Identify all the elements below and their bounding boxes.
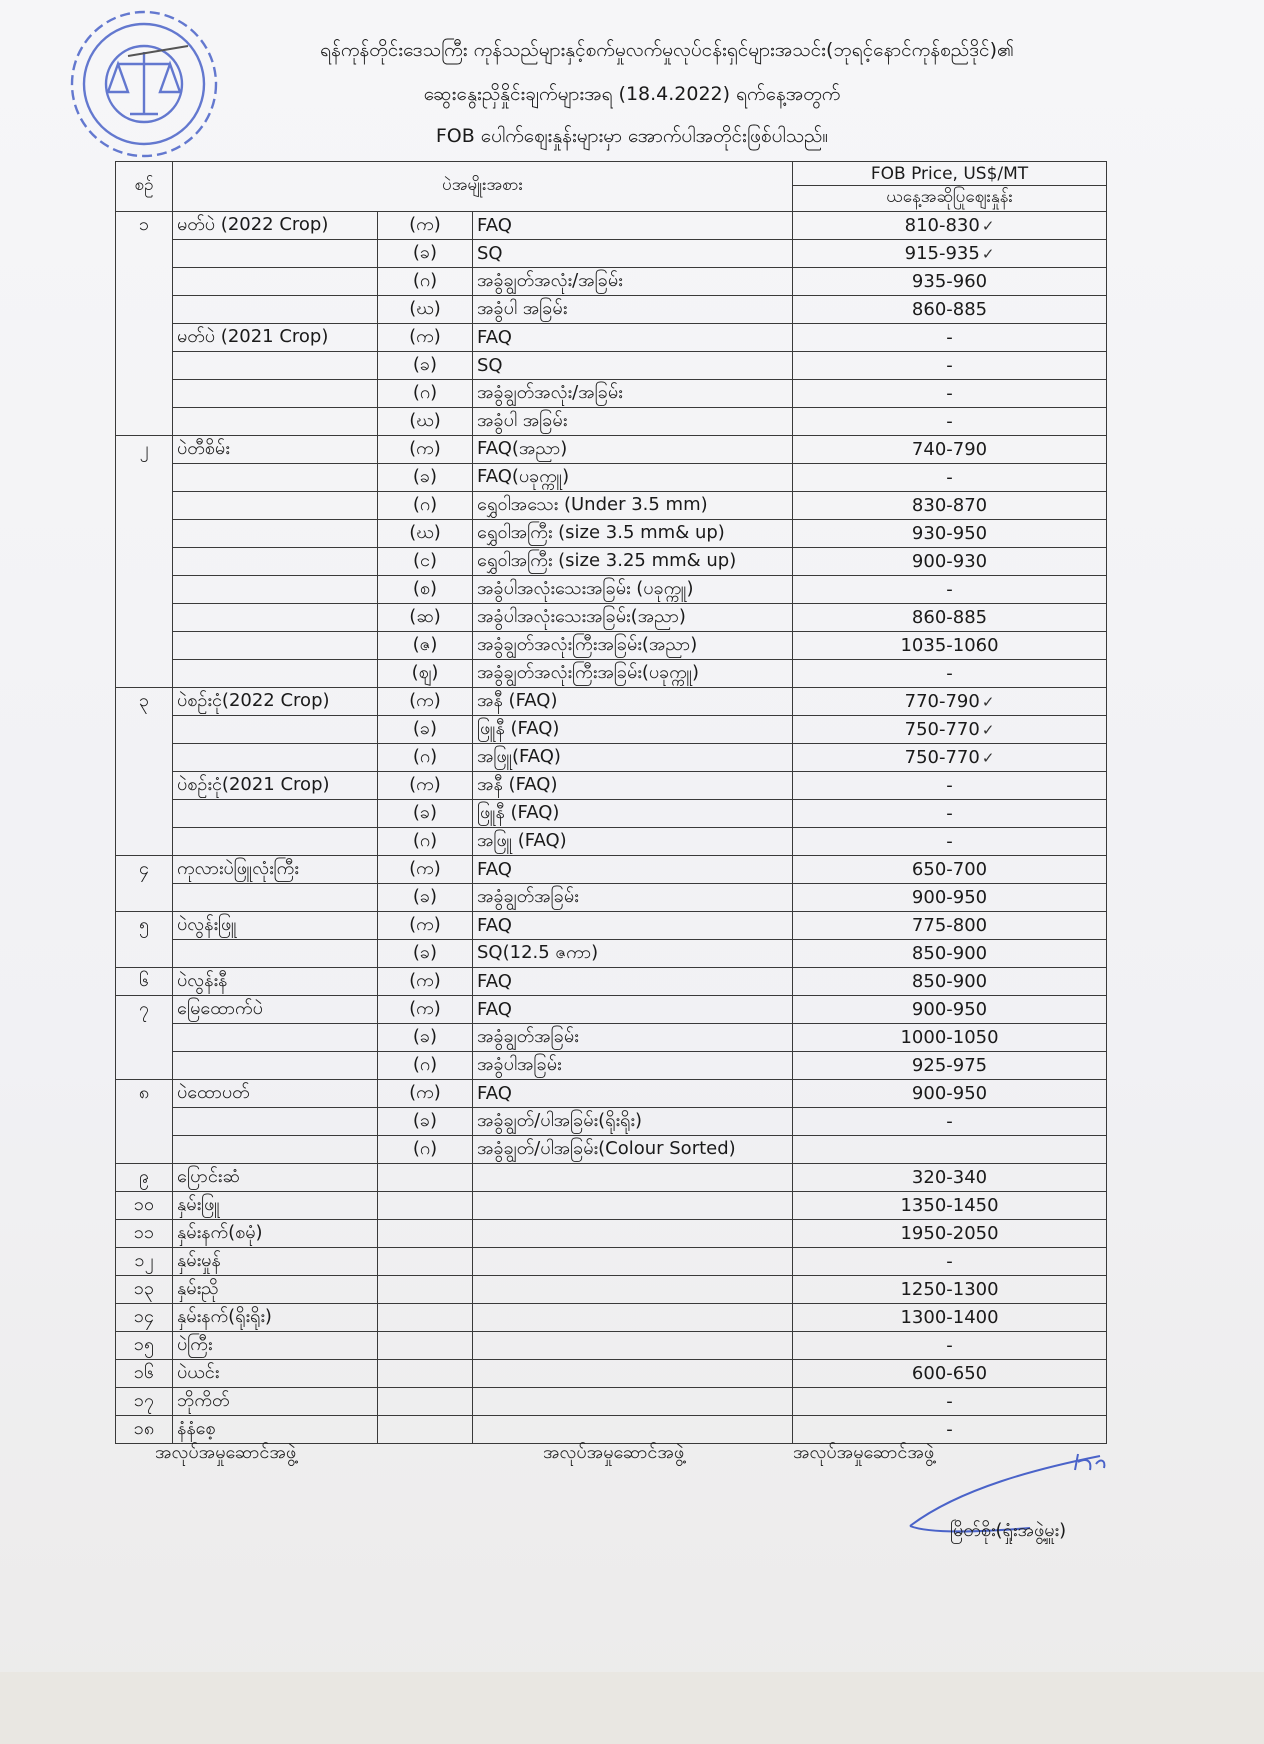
row-sub-label: (က) (378, 856, 473, 884)
row-number: ၁၈ (116, 1416, 173, 1444)
row-grade (473, 1360, 793, 1388)
row-sub-label (378, 1276, 473, 1304)
row-price: - (793, 408, 1107, 436)
row-price: 850-900 (793, 968, 1107, 996)
row-price: - (793, 464, 1107, 492)
row-sub-label: (က) (378, 912, 473, 940)
row-sub-label: (င) (378, 548, 473, 576)
row-price: 830-870 (793, 492, 1107, 520)
row-sub-label: (ခ) (378, 800, 473, 828)
row-sub-label: (ဂ) (378, 828, 473, 856)
row-sub-label: (က) (378, 212, 473, 240)
row-number: ၁၁ (116, 1220, 173, 1248)
column-header-number: စဥ် (116, 162, 173, 212)
checkmark-icon: ✓ (981, 749, 995, 767)
fob-price-table (115, 161, 1107, 1444)
row-grade: SQ (473, 352, 793, 380)
row-commodity-name: နှမ်းနက်(ရိုးရိုး) (173, 1304, 378, 1332)
row-price: 750-770 ✓ (793, 716, 1107, 744)
row-sub-label (378, 1304, 473, 1332)
signature-label-committee-3: အလုပ်အမှုဆောင်အဖွဲ့ (793, 1442, 935, 1463)
row-commodity-name: ပဲကြီး (173, 1332, 378, 1360)
row-grade: အခွံချွတ်အလုံး/အခြမ်း (473, 268, 793, 296)
table-row (116, 1360, 1107, 1388)
row-commodity-name (173, 800, 378, 828)
row-number (116, 828, 173, 856)
row-commodity-name (173, 716, 378, 744)
row-commodity-name (173, 660, 378, 688)
row-price: 1250-1300 (793, 1276, 1107, 1304)
row-commodity-name: မတ်ပဲ (2022 Crop) (173, 212, 378, 240)
row-number: ၁၂ (116, 1248, 173, 1276)
row-commodity-name (173, 548, 378, 576)
row-grade: FAQ (473, 996, 793, 1024)
row-grade (473, 1164, 793, 1192)
row-grade: FAQ (473, 1080, 793, 1108)
row-grade: အခွံချွတ်/ပါအခြမ်း(Colour Sorted) (473, 1136, 793, 1164)
table-row (116, 716, 1107, 744)
row-grade: အဖြူ(FAQ) (473, 744, 793, 772)
table-row (116, 884, 1107, 912)
row-number (116, 352, 173, 380)
row-sub-label: (ခ) (378, 716, 473, 744)
row-number: ၉ (116, 1164, 173, 1192)
row-number: ၇ (116, 996, 173, 1024)
row-price: - (793, 352, 1107, 380)
checkmark-icon: ✓ (981, 693, 995, 711)
signature-label-committee-1: အလုပ်အမှုဆောင်အဖွဲ့ (155, 1442, 297, 1463)
row-sub-label: (ဃ) (378, 408, 473, 436)
row-number (116, 772, 173, 800)
row-grade: အခွံချွတ်အခြမ်း (473, 884, 793, 912)
table-row (116, 296, 1107, 324)
row-grade: ဖြူနီ (FAQ) (473, 800, 793, 828)
row-price: - (793, 828, 1107, 856)
table-row (116, 380, 1107, 408)
row-price: - (793, 576, 1107, 604)
row-number: ၅ (116, 912, 173, 940)
row-sub-label: (ခ) (378, 1024, 473, 1052)
table-row (116, 408, 1107, 436)
row-commodity-name: ပဲယင်း (173, 1360, 378, 1388)
row-number (116, 324, 173, 352)
table-row (116, 800, 1107, 828)
row-sub-label: (ဈ) (378, 660, 473, 688)
row-commodity-name (173, 1052, 378, 1080)
row-grade: အခွံချွတ်အလုံး/အခြမ်း (473, 380, 793, 408)
row-number: ၁၃ (116, 1276, 173, 1304)
table-row (116, 856, 1107, 884)
row-commodity-name: ပြောင်းဆံ (173, 1164, 378, 1192)
row-sub-label (378, 1192, 473, 1220)
row-grade: FAQ (473, 912, 793, 940)
row-commodity-name: ပဲလွန်းနီ (173, 968, 378, 996)
row-commodity-name: နှမ်းနက်(စမုံ) (173, 1220, 378, 1248)
row-grade: ရွှေဝါအသေး (Under 3.5 mm) (473, 492, 793, 520)
row-sub-label: (ဂ) (378, 492, 473, 520)
row-price: 915-935 ✓ (793, 240, 1107, 268)
row-price: 925-975 (793, 1052, 1107, 1080)
table-row (116, 968, 1107, 996)
row-number: ၂ (116, 436, 173, 464)
row-grade: အဖြူ (FAQ) (473, 828, 793, 856)
row-number: ၄ (116, 856, 173, 884)
table-row (116, 912, 1107, 940)
header-title-line-1: ရန်ကုန်တိုင်းဒေသကြီး ကုန်သည်များနှင့်စက်မှုလက်မှုလုပ်ငန်းရှင်များအသင်း(ဘုရင့်နောင်ကုန်စည်ဒိုင်)၏ (320, 39, 1014, 61)
row-number (116, 800, 173, 828)
row-grade: အခွံချွတ်အလုံးကြီးအခြမ်း(ပခုက္ကူ) (473, 660, 793, 688)
row-grade (473, 1192, 793, 1220)
row-commodity-name (173, 632, 378, 660)
checkmark-icon: ✓ (981, 217, 995, 235)
table-row (116, 464, 1107, 492)
row-grade: FAQ(ပခုက္ကူ) (473, 464, 793, 492)
row-grade (473, 1332, 793, 1360)
column-header-proposed-price: ယနေ့အဆိုပြုဈေးနှုန်း (793, 186, 1107, 212)
row-sub-label: (ခ) (378, 884, 473, 912)
row-price: 740-790 (793, 436, 1107, 464)
scan-bottom-edge (0, 1672, 1264, 1744)
row-commodity-name: နှမ်းမှုန် (173, 1248, 378, 1276)
row-sub-label: (ဃ) (378, 520, 473, 548)
row-number: ၁၆ (116, 1360, 173, 1388)
row-price: 860-885 (793, 296, 1107, 324)
row-sub-label (378, 1332, 473, 1360)
row-commodity-name: ပဲတီစိမ်း (173, 436, 378, 464)
row-commodity-name: နံနံစေ့ (173, 1416, 378, 1444)
row-sub-label: (ခ) (378, 1108, 473, 1136)
row-grade: အခွံပါ အခြမ်း (473, 296, 793, 324)
row-number (116, 408, 173, 436)
row-number: ၁ (116, 212, 173, 240)
row-sub-label (378, 1164, 473, 1192)
row-grade (473, 1220, 793, 1248)
row-sub-label: (ဃ) (378, 296, 473, 324)
row-sub-label (378, 1220, 473, 1248)
row-price: 1950-2050 (793, 1220, 1107, 1248)
row-commodity-name: ပဲထောပတ် (173, 1080, 378, 1108)
row-number (116, 1108, 173, 1136)
row-number (116, 1024, 173, 1052)
row-commodity-name: ပဲလွန်းဖြူ (173, 912, 378, 940)
row-grade: အခွံပါအလုံးသေးအခြမ်း(အညာ) (473, 604, 793, 632)
row-grade (473, 1248, 793, 1276)
row-number (116, 380, 173, 408)
table-row (116, 1220, 1107, 1248)
row-grade: ရွှေဝါအကြီး (size 3.25 mm& up) (473, 548, 793, 576)
row-price: - (793, 660, 1107, 688)
row-grade: FAQ (473, 856, 793, 884)
table-row (116, 436, 1107, 464)
table-row (116, 492, 1107, 520)
row-commodity-name (173, 604, 378, 632)
row-sub-label: (က) (378, 688, 473, 716)
row-number (116, 548, 173, 576)
row-grade: SQ(12.5 ဇကာ) (473, 940, 793, 968)
table-row (116, 1332, 1107, 1360)
table-row (116, 1304, 1107, 1332)
row-price (793, 1136, 1107, 1164)
table-row (116, 1024, 1107, 1052)
row-number: ၁၇ (116, 1388, 173, 1416)
column-header-price: FOB Price, US$/MT (793, 162, 1107, 186)
row-grade: FAQ(အညာ) (473, 436, 793, 464)
table-row (116, 1136, 1107, 1164)
row-grade: အနီ (FAQ) (473, 772, 793, 800)
row-sub-label: (ခ) (378, 352, 473, 380)
header-title-line-2: ဆွေးနွေးညှိနှိုင်းချက်များအရ (18.4.2022) ရက်နေ့အတွက် (423, 83, 841, 105)
table-row (116, 1388, 1107, 1416)
table-row (116, 548, 1107, 576)
row-grade: အခွံချွတ်အခြမ်း (473, 1024, 793, 1052)
row-grade: အနီ (FAQ) (473, 688, 793, 716)
row-commodity-name: ဘိုကိတ် (173, 1388, 378, 1416)
table-row (116, 520, 1107, 548)
row-commodity-name (173, 744, 378, 772)
row-number (116, 604, 173, 632)
row-sub-label: (ဂ) (378, 744, 473, 772)
row-grade: SQ (473, 240, 793, 268)
row-sub-label: (က) (378, 324, 473, 352)
table-row (116, 1108, 1107, 1136)
table-row (116, 632, 1107, 660)
table-row (116, 240, 1107, 268)
row-sub-label: (က) (378, 996, 473, 1024)
row-commodity-name: နှမ်းဖြူ (173, 1192, 378, 1220)
row-commodity-name (173, 828, 378, 856)
row-commodity-name (173, 520, 378, 548)
table-row (116, 940, 1107, 968)
row-price: - (793, 1108, 1107, 1136)
row-price: - (793, 1388, 1107, 1416)
row-commodity-name (173, 1136, 378, 1164)
row-price: 320-340 (793, 1164, 1107, 1192)
row-number (116, 520, 173, 548)
row-grade: ဖြူနီ (FAQ) (473, 716, 793, 744)
row-price: 650-700 (793, 856, 1107, 884)
row-sub-label: (ဂ) (378, 268, 473, 296)
row-commodity-name (173, 1108, 378, 1136)
row-commodity-name: နှမ်းညို (173, 1276, 378, 1304)
row-commodity-name (173, 464, 378, 492)
table-row (116, 744, 1107, 772)
row-sub-label: (က) (378, 1080, 473, 1108)
row-sub-label: (ဂ) (378, 1052, 473, 1080)
row-grade: FAQ (473, 324, 793, 352)
row-grade (473, 1388, 793, 1416)
row-number: ၃ (116, 688, 173, 716)
row-commodity-name (173, 408, 378, 436)
table-row (116, 576, 1107, 604)
table-row (116, 772, 1107, 800)
row-grade: ရွှေဝါအကြီး (size 3.5 mm& up) (473, 520, 793, 548)
row-commodity-name: မြေထောက်ပဲ (173, 996, 378, 1024)
row-number (116, 660, 173, 688)
row-grade: FAQ (473, 968, 793, 996)
row-price: 1035-1060 (793, 632, 1107, 660)
row-price: 935-960 (793, 268, 1107, 296)
row-price: - (793, 772, 1107, 800)
row-sub-label: (ခ) (378, 940, 473, 968)
signature-label-committee-2: အလုပ်အမှုဆောင်အဖွဲ့ (543, 1442, 685, 1463)
row-commodity-name (173, 1024, 378, 1052)
row-sub-label (378, 1248, 473, 1276)
row-price: 900-950 (793, 996, 1107, 1024)
row-number (116, 464, 173, 492)
row-price: 1000-1050 (793, 1024, 1107, 1052)
row-price: - (793, 1332, 1107, 1360)
row-price: 750-770 ✓ (793, 744, 1107, 772)
row-commodity-name (173, 268, 378, 296)
row-sub-label: (ခ) (378, 464, 473, 492)
row-price: - (793, 1416, 1107, 1444)
row-sub-label: (ဂ) (378, 380, 473, 408)
row-number: ၆ (116, 968, 173, 996)
table-row (116, 660, 1107, 688)
row-price: - (793, 1248, 1107, 1276)
row-commodity-name: မတ်ပဲ (2021 Crop) (173, 324, 378, 352)
row-grade (473, 1304, 793, 1332)
row-sub-label: (က) (378, 772, 473, 800)
row-commodity-name (173, 352, 378, 380)
row-number (116, 492, 173, 520)
row-commodity-name (173, 296, 378, 324)
row-grade: အခွံပါအခြမ်း (473, 1052, 793, 1080)
row-number: ၁၀ (116, 1192, 173, 1220)
table-row (116, 996, 1107, 1024)
table-row (116, 352, 1107, 380)
row-commodity-name (173, 576, 378, 604)
row-commodity-name (173, 380, 378, 408)
row-price: 860-885 (793, 604, 1107, 632)
header-title-line-3: FOB ပေါက်ဈေးနှုန်းများမှာ အောက်ပါအတိုင်းဖြစ်ပါသည်။ (435, 125, 829, 147)
row-price: - (793, 380, 1107, 408)
row-commodity-name (173, 940, 378, 968)
row-price: 930-950 (793, 520, 1107, 548)
row-price: 900-950 (793, 1080, 1107, 1108)
row-price: 900-930 (793, 548, 1107, 576)
row-grade: အခွံပါအလုံးသေးအခြမ်း (ပခုက္ကူ) (473, 576, 793, 604)
row-commodity-name (173, 492, 378, 520)
row-grade: အခွံချွတ်အလုံးကြီးအခြမ်း(အညာ) (473, 632, 793, 660)
row-price: - (793, 800, 1107, 828)
row-sub-label (378, 1360, 473, 1388)
row-commodity-name: ကုလားပဲဖြူလုံးကြီး (173, 856, 378, 884)
row-sub-label: (ဇ) (378, 632, 473, 660)
table-row (116, 1248, 1107, 1276)
checkmark-icon: ✓ (981, 245, 995, 263)
table-row (116, 1276, 1107, 1304)
row-commodity-name: ပဲစဥ်းငုံ(2022 Crop) (173, 688, 378, 716)
row-grade: အခွံပါ အခြမ်း (473, 408, 793, 436)
row-price: 1350-1450 (793, 1192, 1107, 1220)
row-commodity-name (173, 240, 378, 268)
row-price: 1300-1400 (793, 1304, 1107, 1332)
row-commodity-name (173, 884, 378, 912)
row-price: 600-650 (793, 1360, 1107, 1388)
row-price: 810-830 ✓ (793, 212, 1107, 240)
table-row (116, 828, 1107, 856)
row-sub-label (378, 1388, 473, 1416)
table-row (116, 688, 1107, 716)
row-price: 900-950 (793, 884, 1107, 912)
row-number (116, 744, 173, 772)
row-number (116, 1136, 173, 1164)
table-row (116, 1052, 1107, 1080)
row-sub-label: (ခ) (378, 240, 473, 268)
row-number (116, 1052, 173, 1080)
column-header-item: ပဲအမျိုးအစား (173, 162, 793, 212)
row-sub-label (378, 1416, 473, 1444)
row-sub-label: (ဂ) (378, 1136, 473, 1164)
checkmark-icon: ✓ (981, 721, 995, 739)
signature-label-chairman: မြိတ်စိုး(ရှုံးအဖွဲ့မှူး) (950, 1520, 1067, 1541)
table-row (116, 1164, 1107, 1192)
row-number (116, 240, 173, 268)
row-number (116, 296, 173, 324)
row-sub-label: (က) (378, 968, 473, 996)
row-commodity-name: ပဲစဥ်းငုံ(2021 Crop) (173, 772, 378, 800)
row-number (116, 716, 173, 744)
row-price: 775-800 (793, 912, 1107, 940)
row-number: ၈ (116, 1080, 173, 1108)
row-number: ၁၅ (116, 1332, 173, 1360)
row-grade: FAQ (473, 212, 793, 240)
table-row (116, 268, 1107, 296)
row-sub-label: (ဆ) (378, 604, 473, 632)
table-row (116, 604, 1107, 632)
row-price: 850-900 (793, 940, 1107, 968)
row-sub-label: (က) (378, 436, 473, 464)
row-number (116, 632, 173, 660)
row-number (116, 884, 173, 912)
row-sub-label: (စ) (378, 576, 473, 604)
row-number (116, 268, 173, 296)
row-grade (473, 1276, 793, 1304)
row-price: 770-790 ✓ (793, 688, 1107, 716)
row-number: ၁၄ (116, 1304, 173, 1332)
table-row (116, 212, 1107, 240)
table-row (116, 324, 1107, 352)
table-row (116, 1192, 1107, 1220)
row-number (116, 576, 173, 604)
row-price: - (793, 324, 1107, 352)
row-grade: အခွံချွတ်/ပါအခြမ်း(ရိုးရိုး) (473, 1108, 793, 1136)
row-number (116, 940, 173, 968)
table-row (116, 1080, 1107, 1108)
